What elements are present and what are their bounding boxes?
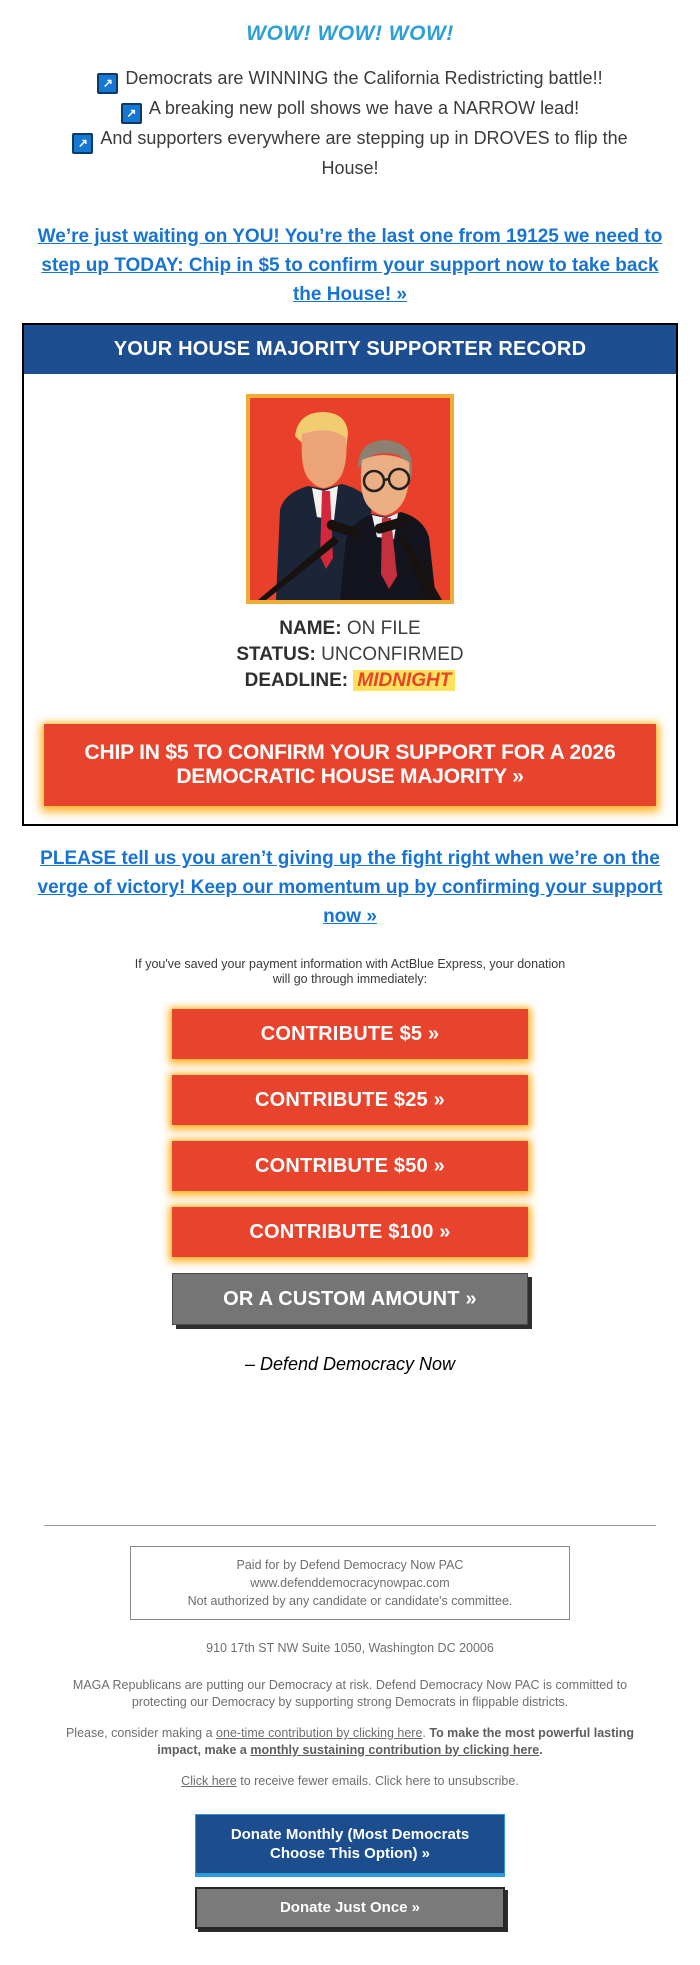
keep-momentum-link[interactable]: PLEASE tell us you aren’t giving up the fight right when we’re on the verge of victory! Keep our momentum up by confirming your support now » — [37, 848, 663, 927]
not-authorized-line: Not authorized by any candidate or candidate's committee. — [187, 1594, 513, 1608]
mailing-address: 910 17th ST NW Suite 1050, Washington DC 20006 — [206, 1641, 494, 1655]
contribution-options-text — [60, 1725, 640, 1759]
list-item — [50, 124, 650, 182]
list-item — [50, 64, 650, 94]
arrow-up-right-icon: ↗ — [97, 73, 118, 94]
pac-website: www.defenddemocracynowpac.com — [250, 1576, 450, 1590]
highlights-list — [50, 64, 650, 182]
unsubscribe-text: to receive fewer emails. Click here to unsubscribe. — [236, 1774, 519, 1788]
arrow-up-right-icon: ↗ — [72, 133, 93, 154]
fewer-emails-link[interactable]: Click here — [181, 1774, 237, 1788]
arrow-up-right-icon: ↗ — [121, 103, 142, 124]
consider-pre: Please, consider making a — [65, 1726, 217, 1740]
contribute-5-button[interactable]: CONTRIBUTE $5 » — [172, 1009, 528, 1059]
consider-mid: . — [422, 1726, 430, 1740]
actblue-express-note: If you've saved your payment information with ActBlue Express, your donation will go through immediately: — [134, 957, 566, 986]
divider — [44, 1525, 656, 1526]
chip-in-support-link[interactable]: We’re just waiting on YOU! You’re the last one from 19125 we need to step up TODAY: Chip in $5 to confirm your support now to take back the House! » — [37, 226, 663, 305]
supporter-fields — [24, 616, 676, 694]
chip-in-5-button[interactable]: CHIP IN $5 TO CONFIRM YOUR SUPPORT FOR A 2026 DEMOCRATIC HOUSE MAJORITY » — [44, 724, 656, 806]
blank-space — [0, 1375, 700, 1525]
mission-statement: MAGA Republicans are putting our Democracy at risk. Defend Democracy Now PAC is committed to protecting our Democracy by supporting strong Democrats in flippable districts. — [72, 1678, 628, 1709]
list-item-text: Democrats are WINNING the California Redistricting battle!! — [125, 68, 603, 88]
list-item — [50, 94, 650, 124]
donate-once-button[interactable]: Donate Just Once » — [195, 1887, 505, 1929]
card-header: YOUR HOUSE MAJORITY SUPPORTER RECORD — [24, 325, 676, 374]
field-name: NAME: ON FILE — [279, 618, 421, 639]
photo-illustration — [250, 398, 450, 600]
contribute-100-button[interactable]: CONTRIBUTE $100 » — [172, 1207, 528, 1257]
paid-for-line: Paid for by Defend Democracy Now PAC — [236, 1558, 464, 1572]
custom-amount-button[interactable]: OR A CUSTOM AMOUNT » — [172, 1273, 528, 1325]
page-title: WOW! WOW! WOW! — [246, 22, 454, 45]
list-item-text: A breaking new poll shows we have a NARROW lead! — [148, 98, 580, 118]
contribute-50-button[interactable]: CONTRIBUTE $50 » — [172, 1141, 528, 1191]
field-status: STATUS: UNCONFIRMED — [236, 644, 464, 665]
deadline-highlight: MIDNIGHT — [353, 670, 455, 691]
monthly-contribution-link[interactable]: monthly sustaining contribution by clicking here — [250, 1743, 540, 1757]
email-preferences-text — [0, 1773, 700, 1790]
donate-button-stack — [0, 1009, 700, 1325]
contribute-25-button[interactable]: CONTRIBUTE $25 » — [172, 1075, 528, 1125]
list-item-text: And supporters everywhere are stepping up in DROVES to flip the House! — [100, 128, 628, 178]
consider-post: . — [539, 1743, 543, 1757]
consider-bold: To make the most powerful lasting impact, make a — [157, 1726, 635, 1757]
one-time-contribution-link[interactable]: one-time contribution by clicking here — [216, 1726, 423, 1740]
field-deadline: DEADLINE: MIDNIGHT — [24, 668, 676, 694]
bottom-padding — [0, 1929, 700, 1965]
supporter-record-card — [22, 323, 678, 826]
disclaimer-box — [130, 1546, 570, 1620]
signature: – Defend Democracy Now — [244, 1354, 456, 1374]
trump-johnson-photo — [246, 394, 454, 604]
donate-monthly-button[interactable]: Donate Monthly (Most Democrats Choose This Option) » — [195, 1814, 505, 1877]
